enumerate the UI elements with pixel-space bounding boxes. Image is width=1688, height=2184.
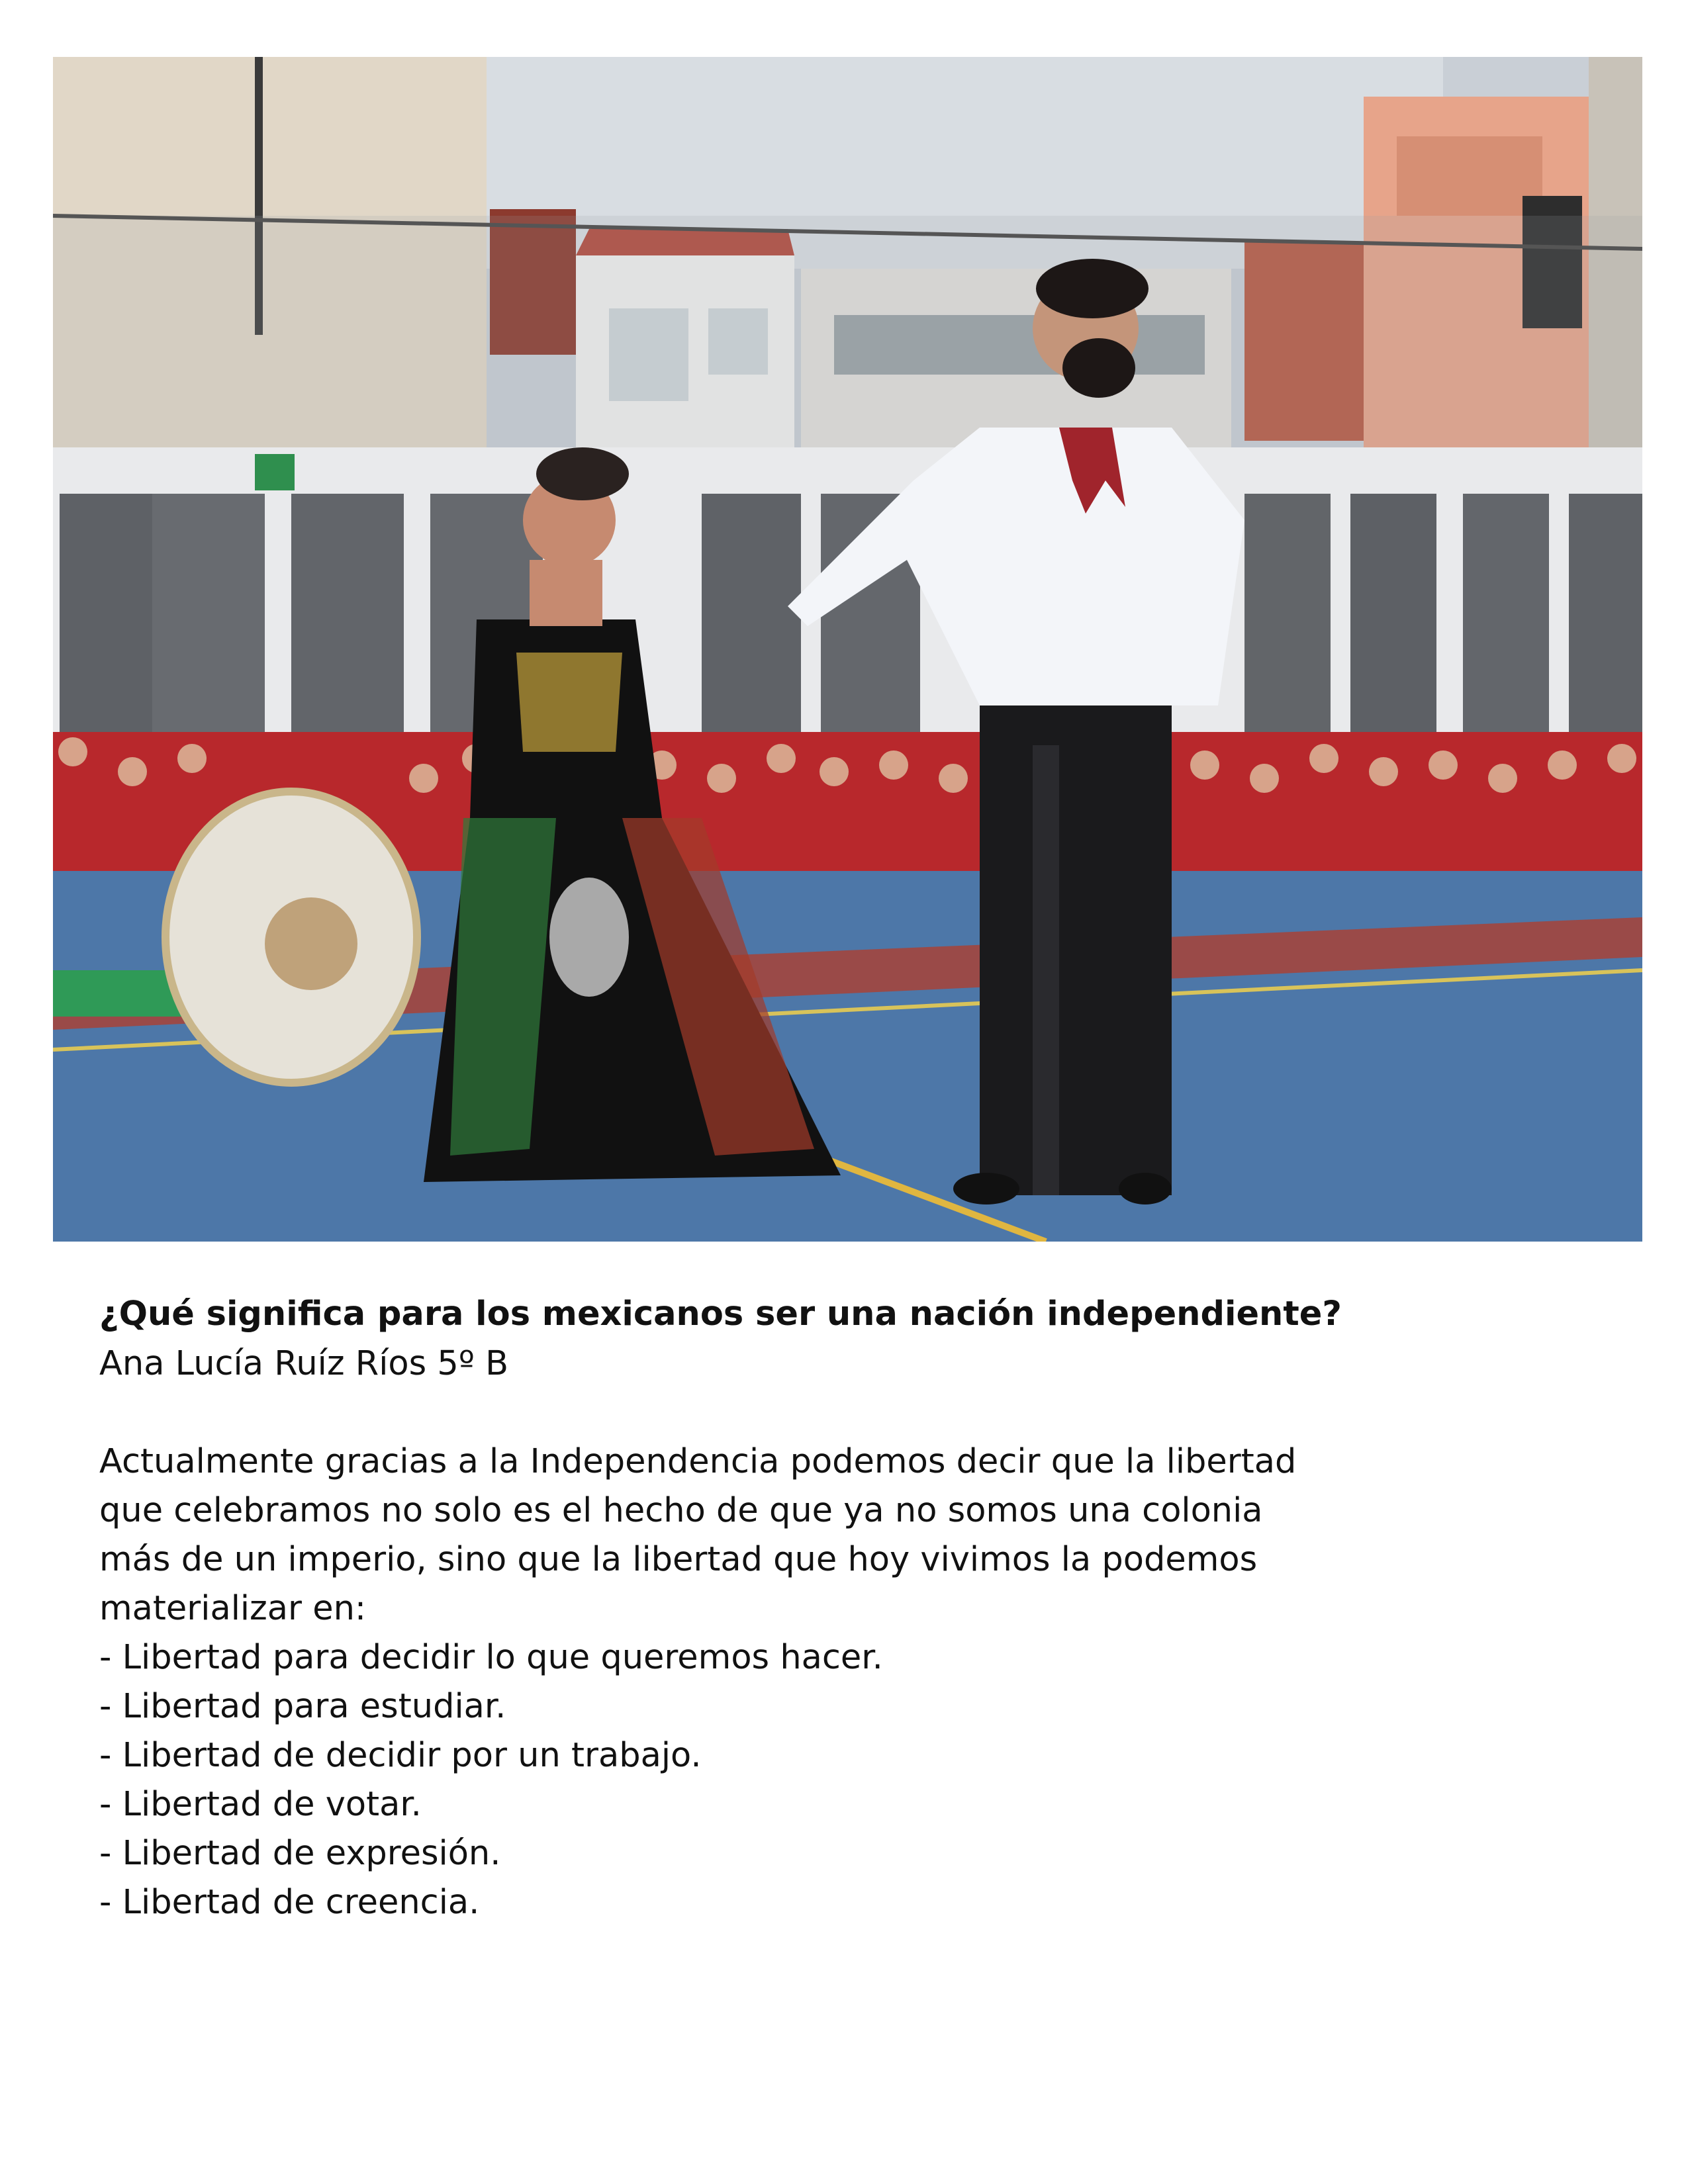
list-item: - Libertad de decidir por un trabajo. xyxy=(99,1736,702,1775)
article xyxy=(99,1289,1622,1927)
list-item: - Libertad de expresión. xyxy=(99,1834,501,1873)
article-paragraph xyxy=(99,1437,1622,1633)
paragraph-line: materializar en: xyxy=(99,1589,367,1628)
paragraph-line: que celebramos no solo es el hecho de que ya no somos una colonia xyxy=(99,1491,1263,1530)
article-author: Ana Lucía Ruíz Ríos 5º B xyxy=(99,1344,509,1383)
list-item: - Libertad para decidir lo que queremos hacer. xyxy=(99,1638,883,1677)
paragraph-line: Actualmente gracias a la Independencia podemos decir que la libertad xyxy=(99,1442,1297,1481)
article-title: ¿Qué significa para los mexicanos ser una nación independiente? xyxy=(99,1295,1342,1334)
list-item: - Libertad de votar. xyxy=(99,1785,422,1824)
event-photo xyxy=(53,57,1642,1242)
freedoms-list xyxy=(99,1633,1622,1927)
list-item: - Libertad de creencia. xyxy=(99,1883,480,1922)
list-item: - Libertad para estudiar. xyxy=(99,1687,506,1726)
paragraph-line: más de un imperio, sino que la libertad que hoy vivimos la podemos xyxy=(99,1540,1258,1579)
